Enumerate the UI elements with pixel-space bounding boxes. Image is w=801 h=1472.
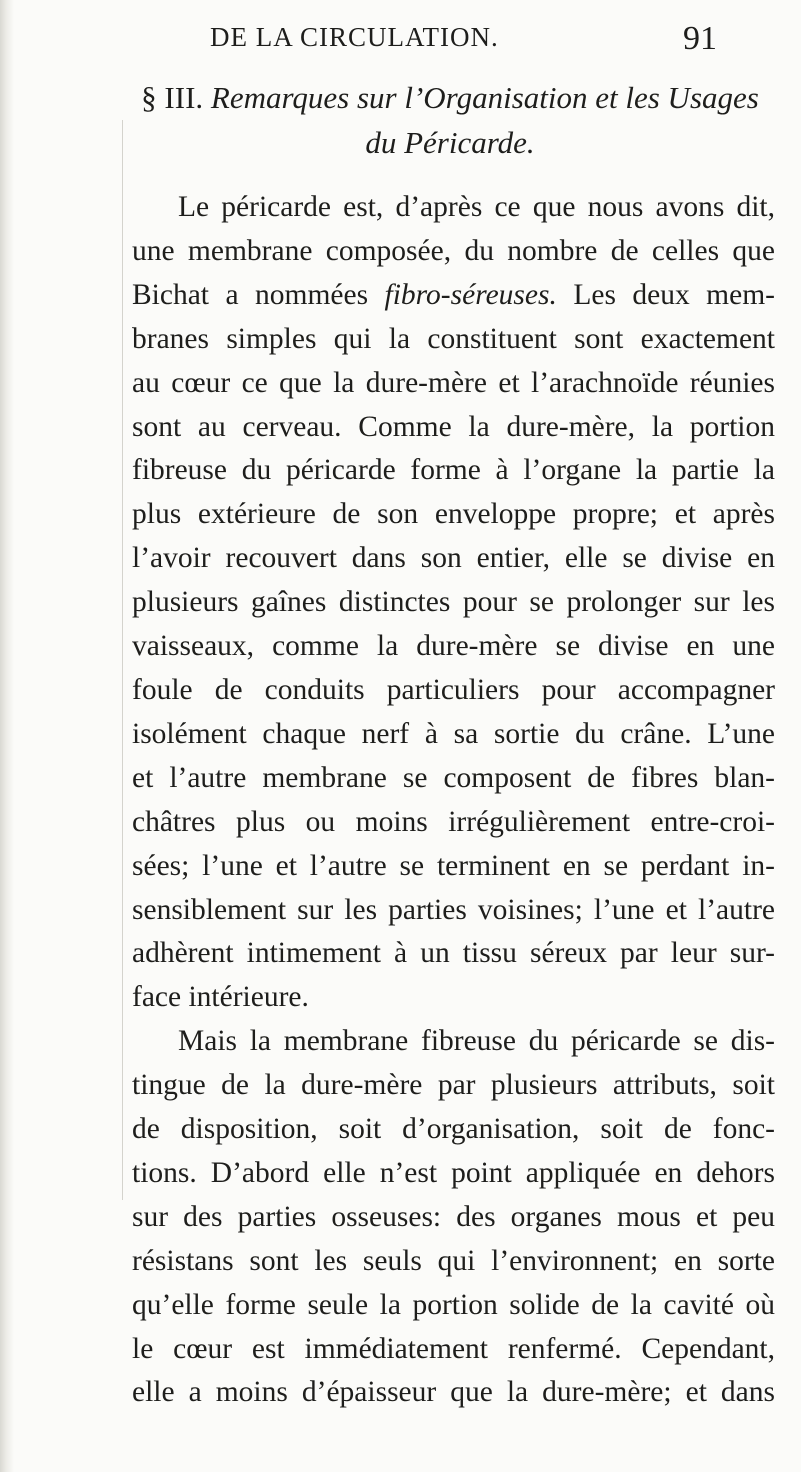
page-number: 91 — [683, 20, 717, 57]
text-line: tions. D’abord elle n’est point appliquée en dehors — [132, 1156, 775, 1189]
section-number: § III. — [141, 80, 204, 115]
text-line: le cœur est immédiatement renfermé. Cependant, — [132, 1332, 775, 1365]
text-line-segment: Bichat a nommées — [132, 278, 385, 311]
text-line: Le péricarde est, d’après ce que nous avons dit, — [178, 191, 775, 223]
text-line: sont au cerveau. Comme la dure-mère, la portion — [132, 410, 775, 443]
text-line: sensiblement sur les parties voisines; l’une et l’autre — [132, 893, 775, 926]
text-line: résistans sont les seuls qui l’environnent; en sorte — [132, 1244, 775, 1277]
text-line: elle a moins d’épaisseur que la dure-mère; et dans — [132, 1376, 775, 1409]
page-binding-edge — [0, 0, 14, 1472]
text-line: adhèrent intimement à un tissu séreux par leur sur- — [132, 937, 775, 970]
text-line: plus extérieure de son enveloppe propre; et après — [132, 498, 775, 531]
section-title-part-1: Remarques sur l’Organisation et les Usages — [210, 80, 759, 115]
text-line: châtres plus ou moins irrégulièrement entre-croi- — [132, 805, 775, 838]
text-line: plusieurs gaînes distinctes pour se prolonger sur les — [132, 586, 775, 619]
italic-term: fibro-séreuses. — [384, 278, 557, 311]
section-heading — [140, 75, 760, 165]
text-line: branes simples qui la constituent sont exactement — [132, 322, 775, 355]
text-line: tingue de la dure-mère par plusieurs attributs, soit — [132, 1069, 775, 1102]
running-head: DE LA CIRCULATION. — [210, 22, 499, 52]
text-line: Mais la membrane fibreuse du péricarde se dis- — [178, 1025, 775, 1058]
text-line: qu’elle forme seule la portion solide de la cavité où — [132, 1288, 775, 1321]
text-line-with-italic — [132, 274, 775, 318]
text-line: et l’autre membrane se composent de fibres blan- — [132, 761, 775, 794]
margin-gutter-line — [122, 120, 123, 1200]
section-heading-line-1 — [140, 75, 760, 120]
text-line: de disposition, soit d’organisation, soit de fonc- — [132, 1113, 775, 1146]
text-line: face intérieure. — [132, 981, 309, 1014]
text-line: au cœur ce que la dure-mère et l’arachnoïde réunies — [132, 366, 775, 399]
text-line: sur des parties osseuses: des organes mous et peu — [132, 1200, 775, 1233]
text-line: l’avoir recouvert dans son entier, elle se divise en — [132, 542, 775, 575]
text-line: vaisseaux, comme la dure-mère se divise en une — [132, 630, 775, 663]
text-line: sées; l’une et l’autre se terminent en se perdant in- — [132, 849, 775, 882]
text-line: foule de conduits particuliers pour accompagner — [132, 673, 775, 706]
section-title-part-2: du Péricarde. — [365, 125, 535, 160]
body-text — [132, 186, 775, 1415]
text-line: une membrane composée, du nombre de celles que — [132, 234, 775, 267]
text-line: fibreuse du péricarde forme à l’organe la partie la — [132, 454, 775, 487]
text-line: isolément chaque nerf à sa sortie du crâne. L’une — [132, 717, 775, 750]
text-line-segment: Les deux mem- — [556, 278, 775, 311]
